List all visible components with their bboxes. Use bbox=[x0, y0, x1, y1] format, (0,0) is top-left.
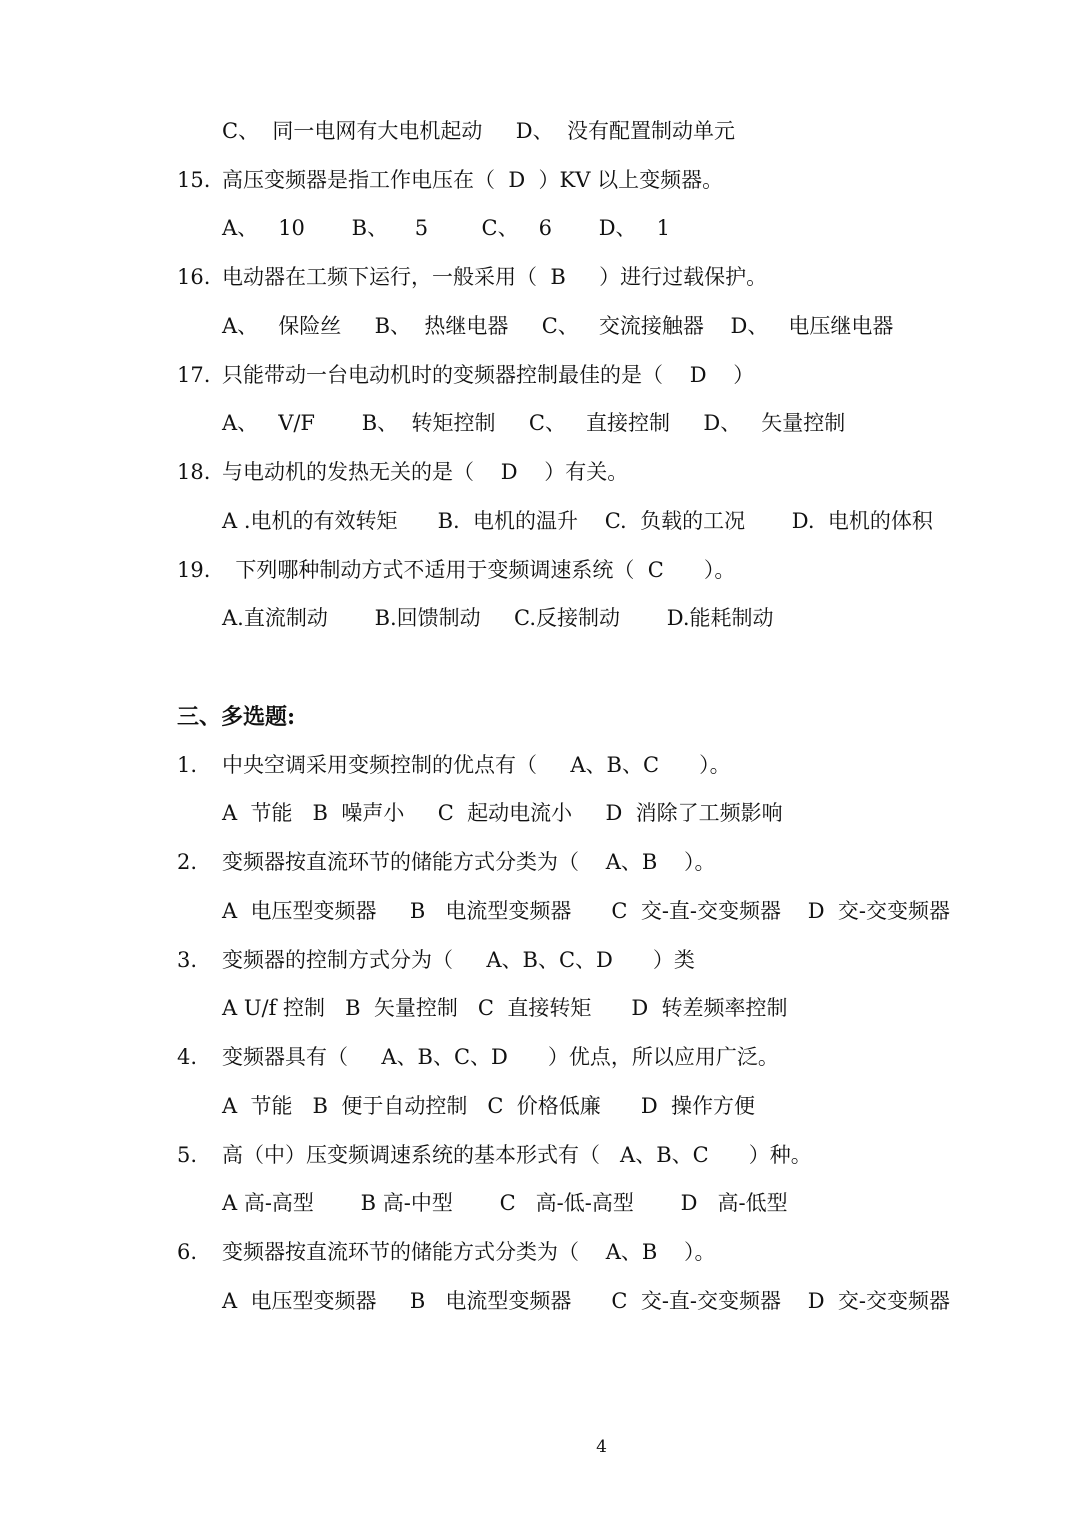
question-number: 17. bbox=[177, 363, 211, 387]
question-options: A、 保险丝 B、 热继电器 C、 交流接触器 D、 电压继电器 bbox=[222, 314, 894, 338]
question-number: 6. bbox=[177, 1240, 198, 1264]
question-number: 2. bbox=[177, 850, 198, 874]
question-options: A .电机的有效转矩 B. 电机的温升 C. 负载的工况 D. 电机的体积 bbox=[222, 509, 933, 533]
question-text: 高压变频器是指工作电压在（ D ）KV 以上变频器。 bbox=[222, 168, 724, 192]
question-text: 变频器具有（ A、B、C、D ）优点，所以应用广泛。 bbox=[222, 1045, 779, 1069]
section-heading: 三、多选题: bbox=[177, 704, 296, 730]
question-text: 变频器的控制方式分为（ A、B、C、D ）类 bbox=[222, 948, 695, 972]
question-text: 电动器在工频下运行，一般采用（ B ）进行过载保护。 bbox=[222, 265, 768, 289]
question-number: 19. bbox=[177, 558, 211, 582]
question-options: A 节能 B 便于自动控制 C 价格低廉 D 操作方便 bbox=[222, 1094, 756, 1118]
question-text: 只能带动一台电动机时的变频器控制最佳的是（ D ） bbox=[222, 363, 755, 387]
question-text: 中央空调采用变频控制的优点有（ A、B、C ）。 bbox=[222, 753, 731, 777]
question-number: 15. bbox=[177, 168, 211, 192]
q14-options-tail: C、 同一电网有大电机起动 D、 没有配置制动单元 bbox=[222, 119, 735, 143]
question-text: 变频器按直流环节的储能方式分类为（ A、B ）。 bbox=[222, 850, 716, 874]
question-number: 1. bbox=[177, 753, 198, 777]
question-text: 下列哪种制动方式不适用于变频调速系统（ C ）。 bbox=[222, 558, 736, 582]
question-number: 4. bbox=[177, 1045, 198, 1069]
question-options: A 电压型变频器 B 电流型变频器 C 交-直-交变频器 D 交-交变频器 bbox=[222, 1289, 950, 1313]
page-number: 4 bbox=[596, 1437, 607, 1457]
question-options: A U/f 控制 B 矢量控制 C 直接转矩 D 转差频率控制 bbox=[222, 996, 788, 1020]
question-text: 与电动机的发热无关的是（ D ）有关。 bbox=[222, 460, 629, 484]
question-text: 高（中）压变频调速系统的基本形式有（ A、B、C ）种。 bbox=[222, 1143, 812, 1167]
question-options: A.直流制动 B.回馈制动 C.反接制动 D.能耗制动 bbox=[222, 606, 774, 630]
question-options: A 节能 B 噪声小 C 起动电流小 D 消除了工频影响 bbox=[222, 801, 783, 825]
question-text: 变频器按直流环节的储能方式分类为（ A、B ）。 bbox=[222, 1240, 716, 1264]
question-options: A、 10 B、 5 C、 6 D、 1 bbox=[222, 216, 670, 240]
question-options: A 高-高型 B 高-中型 C 高-低-高型 D 高-低型 bbox=[222, 1191, 788, 1215]
question-number: 18. bbox=[177, 460, 211, 484]
question-number: 5. bbox=[177, 1143, 198, 1167]
question-number: 16. bbox=[177, 265, 211, 289]
question-options: A、 V/F B、 转矩控制 C、 直接控制 D、 矢量控制 bbox=[222, 411, 846, 435]
question-options: A 电压型变频器 B 电流型变频器 C 交-直-交变频器 D 交-交变频器 bbox=[222, 899, 950, 923]
question-number: 3. bbox=[177, 948, 198, 972]
